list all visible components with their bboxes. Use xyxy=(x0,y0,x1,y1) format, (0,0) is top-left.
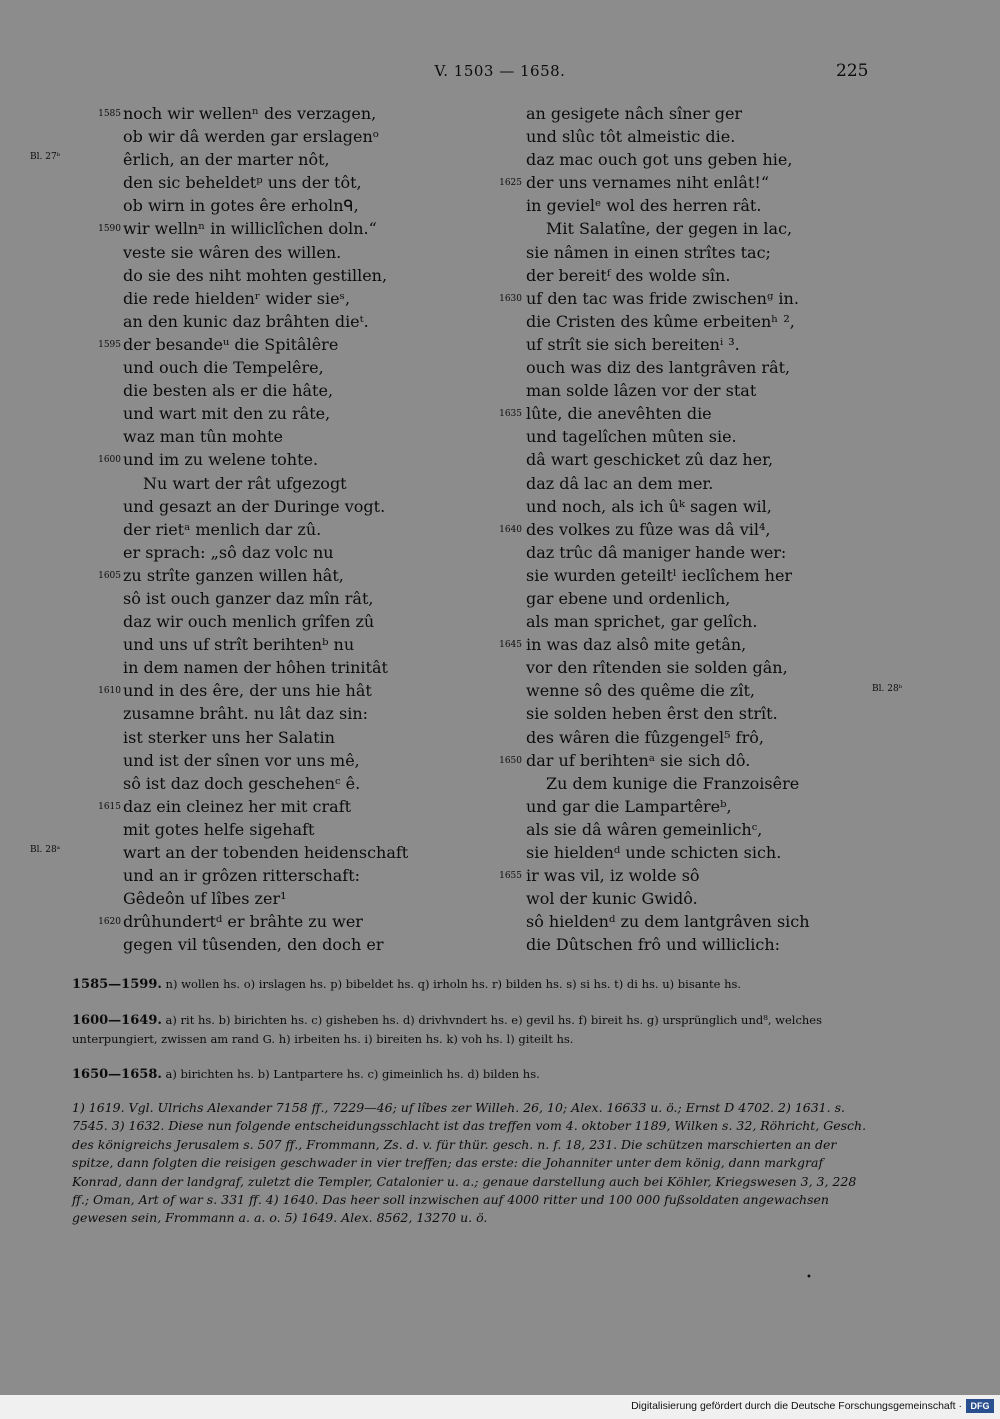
verse-line xyxy=(123,702,408,725)
verse-text: wenne sô des quême die zît, xyxy=(526,681,755,701)
footnotes: 1) 1619. Vgl. Ulrichs Alexander 7158 ff., 7229—46; uf lîbes zer Willeh. 26, 10; Alex. 16633 u. ö.; Ernst D 4702. 2) 1631. s. 7545. 3) 1632. Diese nun folgende entscheidungsschlacht ist das treffen vom 4. oktober 1189, Wilken s. 32, Röhricht, Gesch. des königreichs Jerusalem s. 507 ff., Frommann, Zs. d. v. für thür. gesch. n. f. 18, 231. Die schützen marschierten an der spitze, dann folgten die reisigen geschwader in vier treffen; das erste: die Johanniter unter dem könig, dann markgraf Konrad, dann der landgraf, zuletzt die Templer, Catalonier u. a.; genaue darstellung auch bei Köhler, Kriegswesen 3, 3, 228 ff.; Oman, Art of war s. 331 ff. 4) 1640. Das heer soll inzwischen auf 4000 ritter und 100 000 fußsoldaten angewachsen gewesen sein, Frommann a. a. o. 5) 1649. Alex. 8562, 13270 u. ö. xyxy=(72,1100,867,1226)
line-number: 1625 xyxy=(499,178,522,189)
verse-text: Zu dem kunige die Franzoisêre xyxy=(546,773,800,793)
verse-line xyxy=(499,287,810,310)
verse-line xyxy=(526,425,810,448)
line-number: 1640 xyxy=(499,524,522,535)
verse-text: und slûc tôt almeistic die. xyxy=(526,127,736,147)
page-number: 225 xyxy=(836,61,869,81)
verse-text: in was daz alsô mite getân, xyxy=(526,635,747,655)
verse-text: vor den rîtenden sie solden gân, xyxy=(526,658,788,678)
verse-text: und wart mit den zu râte, xyxy=(123,404,331,424)
apparatus-range: 1600—1649. xyxy=(72,1013,162,1028)
verse-text: Mit Salatîne, der gegen in lac, xyxy=(546,219,793,239)
verse-line xyxy=(123,749,408,772)
verse-line xyxy=(526,541,810,564)
verse-line xyxy=(526,887,810,910)
verse-line xyxy=(123,241,408,264)
verse-text: der rietᵃ menlich dar zû. xyxy=(123,519,322,539)
verse-text: die rede hieldenʳ wider sieˢ, xyxy=(123,288,351,308)
verse-line xyxy=(123,541,408,564)
margin-folio-note: Bl. 27ᵇ xyxy=(30,152,61,162)
verse-line xyxy=(123,171,408,194)
line-number: 1650 xyxy=(499,755,522,766)
verse-text: man solde lâzen vor der stat xyxy=(526,381,757,401)
apparatus-range: 1585—1599. xyxy=(72,977,162,992)
verse-text: do sie des niht mohten gestillen, xyxy=(123,265,388,285)
verse-text: und im zu welene tohte. xyxy=(123,450,319,470)
verse-text: lûte, die anevêhten die xyxy=(526,404,712,424)
verse-line xyxy=(123,125,408,148)
apparatus-line xyxy=(72,1065,868,1084)
verse-line xyxy=(526,910,810,933)
line-number: 1620 xyxy=(98,917,121,928)
verse-text: und uns uf strît berihtenᵇ nu xyxy=(123,635,355,655)
verse-text: sô ist ouch ganzer daz mîn rât, xyxy=(123,588,374,608)
verse-line xyxy=(123,402,408,425)
verse-line xyxy=(526,587,810,610)
verse-text: als man sprichet, gar gelîch. xyxy=(526,612,758,632)
verse-text: den sic beheldetᵖ uns der tôt, xyxy=(123,173,362,193)
verse-text: und noch, als ich ûᵏ sagen wil, xyxy=(526,496,772,516)
verse-text: und tagelîchen mûten sie. xyxy=(526,427,737,447)
verse-line xyxy=(526,933,810,956)
verse-text: veste sie wâren des willen. xyxy=(123,242,342,262)
verse-line xyxy=(123,726,408,749)
verse-text: zusamne brâht. nu lât daz sin: xyxy=(123,704,369,724)
verse-text: an den kunic daz brâhten dieᵗ. xyxy=(123,311,369,331)
verse-line xyxy=(526,610,810,633)
verse-text: er sprach: „sô daz volc nu xyxy=(123,542,334,562)
verse-text: ob wirn in gotes êre erholnᑫ, xyxy=(123,196,359,216)
verse-line xyxy=(526,264,810,287)
verse-line xyxy=(526,333,810,356)
verse-text: ob wir dâ werden gar erslagenᵒ xyxy=(123,127,379,147)
verse-line xyxy=(526,841,810,864)
verse-line xyxy=(526,356,810,379)
verse-line xyxy=(98,795,408,818)
digitization-footer xyxy=(0,1395,1000,1419)
verse-line xyxy=(526,102,810,125)
verse-line xyxy=(123,933,408,956)
verse-line xyxy=(98,448,408,471)
verse-line xyxy=(526,795,810,818)
verse-line xyxy=(123,425,408,448)
verse-text: wir wellnⁿ in williclîchen doln.“ xyxy=(123,219,377,239)
verse-text: sie nâmen in einen strîtes tac; xyxy=(526,242,771,262)
verse-line xyxy=(526,448,810,471)
verse-text: in gevielᵉ wol des herren rât. xyxy=(526,196,762,216)
left-verse-column xyxy=(98,102,409,956)
line-number: 1595 xyxy=(98,339,121,350)
verse-text: dâ wart geschicket zû daz her, xyxy=(526,450,774,470)
verse-line xyxy=(123,194,408,217)
line-number: 1655 xyxy=(499,871,522,882)
speck: • xyxy=(806,1272,812,1283)
verse-text: waz man tûn mohte xyxy=(123,427,283,447)
verse-text: Nu wart der rât ufgezogt xyxy=(143,473,347,493)
verse-text: und gesazt an der Duringe vogt. xyxy=(123,496,386,516)
verse-line xyxy=(526,194,810,217)
verse-line xyxy=(123,864,408,887)
verse-line xyxy=(499,402,810,425)
verse-line xyxy=(123,518,408,541)
verse-line xyxy=(123,656,408,679)
verse-text: sie solden heben êrst den strît. xyxy=(526,704,778,724)
verse-line xyxy=(526,656,810,679)
verse-text: daz wir ouch menlich grîfen zû xyxy=(123,612,375,632)
footer-credit: Digitalisierung gefördert durch die Deutsche Forschungsgemeinschaft · xyxy=(631,1400,962,1412)
apparatus-line xyxy=(72,975,868,994)
line-number: 1585 xyxy=(98,109,121,119)
verse-line xyxy=(526,217,810,240)
verse-text: und ist der sînen vor uns mê, xyxy=(123,750,360,770)
verse-line xyxy=(123,772,408,795)
verse-line xyxy=(98,333,408,356)
line-number: 1600 xyxy=(98,455,121,466)
verse-line xyxy=(123,818,408,841)
verse-text: als sie dâ wâren gemeinlichᶜ, xyxy=(526,819,763,839)
verse-line xyxy=(123,310,408,333)
verse-text: daz mac ouch got uns geben hie, xyxy=(526,150,793,170)
verse-line xyxy=(526,379,810,402)
verse-text: daz trûc dâ maniger hande wer: xyxy=(526,542,787,562)
verse-text: ouch was diz des lantgrâven rât, xyxy=(526,358,791,378)
verse-text: die Cristen des kûme erbeitenʰ ², xyxy=(526,311,795,331)
verse-text: der besandeᵘ die Spitâlêre xyxy=(123,334,339,354)
verse-text: gegen vil tûsenden, den doch er xyxy=(123,935,384,955)
apparatus-line xyxy=(72,1011,868,1048)
verse-line xyxy=(123,633,408,656)
verse-text: sô ist daz doch geschehenᶜ ê. xyxy=(123,773,361,793)
verse-line xyxy=(526,772,810,795)
verse-text: uf den tac was fride zwischenᵍ in. xyxy=(526,288,799,308)
running-header: V. 1503 — 1658. xyxy=(434,62,566,80)
verse-line xyxy=(98,217,408,240)
verse-line xyxy=(98,564,408,587)
verse-line xyxy=(526,702,810,725)
verse-line xyxy=(526,564,810,587)
verse-text: sie hieldenᵈ unde schicten sich. xyxy=(526,843,782,862)
apparatus-text: a) birichten hs. b) Lantpartere hs. c) gimeinlich hs. d) bilden hs. xyxy=(165,1067,540,1081)
verse-line xyxy=(526,818,810,841)
line-number: 1645 xyxy=(499,640,522,651)
verse-text: ist sterker uns her Salatin xyxy=(123,727,335,747)
verse-text: in dem namen der hôhen trinitât xyxy=(123,658,388,678)
verse-text: mit gotes helfe sigehaft xyxy=(123,819,315,839)
verse-line xyxy=(499,171,810,194)
verse-text: des wâren die fûzgengel⁵ frô, xyxy=(526,727,764,747)
verse-text: êrlich, an der marter nôt, xyxy=(123,150,330,170)
verse-text: daz dâ lac an dem mer. xyxy=(526,473,714,493)
verse-line xyxy=(98,679,408,702)
verse-line xyxy=(526,125,810,148)
verse-line xyxy=(123,379,408,402)
verse-line xyxy=(123,356,408,379)
verse-text: dar uf berihtenᵃ sie sich dô. xyxy=(526,750,751,770)
verse-text: die besten als er die hâte, xyxy=(123,381,334,401)
verse-text: an gesigete nâch sîner ger xyxy=(526,104,743,123)
verse-text: Gêdeôn uf lîbes zer¹ xyxy=(123,889,287,909)
verse-text: der bereitᶠ des wolde sîn. xyxy=(526,265,731,285)
verse-text: die Dûtschen frô und williclich: xyxy=(526,935,781,955)
line-number: 1605 xyxy=(98,570,121,581)
verse-line xyxy=(526,495,810,518)
apparatus-text: a) rit hs. b) birichten hs. c) gisheben hs. d) drivhvndert hs. e) gevil hs. f) bireit hs. g) ursprünglich und⁸, welches unterpungiert, zwissen am rand G. h) irbeiten hs. i) bireiten hs. k) voh hs. l) giteilt hs. xyxy=(72,1013,823,1046)
verse-line xyxy=(526,310,810,333)
verse-line xyxy=(526,241,810,264)
verse-line xyxy=(499,518,810,541)
verse-line xyxy=(499,749,810,772)
verse-text: noch wir wellenⁿ des verzagen, xyxy=(123,104,377,123)
verse-text: und an ir grôzen ritterschaft: xyxy=(123,866,361,886)
verse-line xyxy=(123,287,408,310)
verse-text: und gar die Lampartêreᵇ, xyxy=(526,796,732,816)
verse-text: wol der kunic Gwidô. xyxy=(526,889,698,909)
line-number: 1590 xyxy=(98,224,121,235)
verse-line xyxy=(98,910,408,933)
dfg-logo-icon: DFG xyxy=(966,1399,994,1413)
verse-text: der uns vernames niht enlât!“ xyxy=(526,173,769,193)
apparatus-text: n) wollen hs. o) irslagen hs. p) bibeldet hs. q) irholn hs. r) bilden hs. s) si hs. t) di hs. u) bisante hs. xyxy=(165,977,742,991)
apparatus-range: 1650—1658. xyxy=(72,1067,162,1082)
verse-text: des volkes zu fûze was dâ vil⁴, xyxy=(526,519,771,539)
verse-line xyxy=(123,148,408,171)
verse-line xyxy=(499,633,810,656)
verse-line xyxy=(123,610,408,633)
verse-line xyxy=(123,587,408,610)
verse-line xyxy=(123,841,408,864)
verse-line xyxy=(98,102,408,125)
line-number: 1615 xyxy=(98,801,121,812)
verse-text: und ouch die Tempelêre, xyxy=(123,358,324,378)
verse-text: sie wurden geteiltˡ ieclîchem her xyxy=(526,565,793,585)
verse-text: wart an der tobenden heidenschaft xyxy=(123,843,409,862)
verse-line xyxy=(526,726,810,749)
right-verse-column xyxy=(499,102,810,956)
verse-line xyxy=(123,887,408,910)
verse-text: sô hieldenᵈ zu dem lantgrâven sich xyxy=(526,912,810,932)
verse-text: drûhundertᵈ er brâhte zu wer xyxy=(123,912,363,932)
verse-line xyxy=(526,472,810,495)
verse-text: uf strît sie sich bereitenⁱ ³. xyxy=(526,334,740,354)
margin-folio-note: Bl. 28ᵃ xyxy=(30,845,61,855)
verse-text: zu strîte ganzen willen hât, xyxy=(123,565,344,585)
verse-line xyxy=(499,864,810,887)
verse-line xyxy=(123,495,408,518)
line-number: 1610 xyxy=(98,686,121,697)
verse-text: und in des êre, der uns hie hât xyxy=(123,681,372,701)
verse-line xyxy=(123,472,408,495)
verse-line xyxy=(526,148,810,171)
verse-text: ir was vil, iz wolde sô xyxy=(526,866,700,886)
line-number: 1630 xyxy=(499,293,522,304)
verse-line xyxy=(526,679,810,702)
verse-line xyxy=(123,264,408,287)
verse-text: gar ebene und ordenlich, xyxy=(526,588,731,608)
verse-text: daz ein cleinez her mit craft xyxy=(123,796,352,816)
line-number: 1635 xyxy=(499,409,522,420)
margin-folio-note: Bl. 28ᵇ xyxy=(872,684,903,694)
